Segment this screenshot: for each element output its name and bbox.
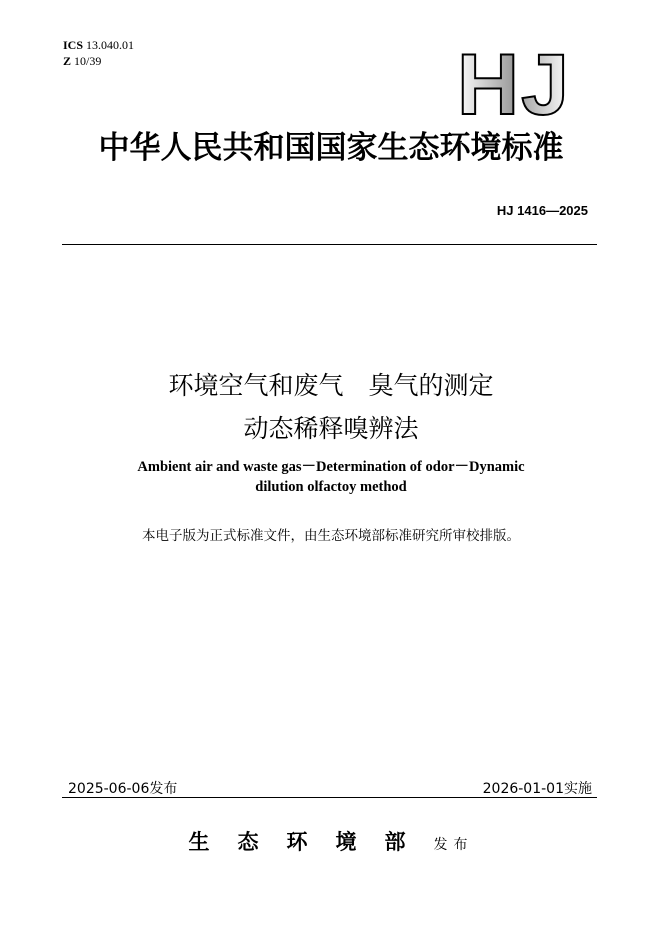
title-cn-line2: 动态稀释嗅辨法 [243, 414, 419, 443]
standard-number: HJ 1416—2025 [496, 203, 588, 218]
electronic-version-notice: 本电子版为正式标准文件，由生态环境部标准研究所审校排版。 [142, 528, 520, 544]
logo-text: HJ [457, 44, 571, 120]
publisher-name: 生态环境部 [188, 829, 434, 854]
issue-date: 2025-06-06发布 [68, 781, 178, 797]
publisher-line [0, 826, 662, 856]
publish-verb: 发布 [433, 837, 474, 853]
implementation-date: 2026-01-01实施 [482, 781, 592, 797]
hj-logo [446, 44, 582, 120]
classification-codes [63, 37, 134, 69]
footer-divider [62, 797, 597, 798]
ics-code: ICS 13.040.01 [63, 38, 135, 52]
title-en-line2: dilution olfactoy method [255, 479, 407, 495]
title-en-line1: Ambient air and waste gas－Determination of odor－Dynamic [137, 459, 525, 475]
ccs-code: Z 10/39 [63, 54, 102, 68]
title-cn-line1: 环境空气和废气 臭气的测定 [168, 371, 494, 400]
header-divider [62, 244, 597, 245]
standard-category: 中华人民共和国国家生态环境标准 [98, 130, 564, 166]
